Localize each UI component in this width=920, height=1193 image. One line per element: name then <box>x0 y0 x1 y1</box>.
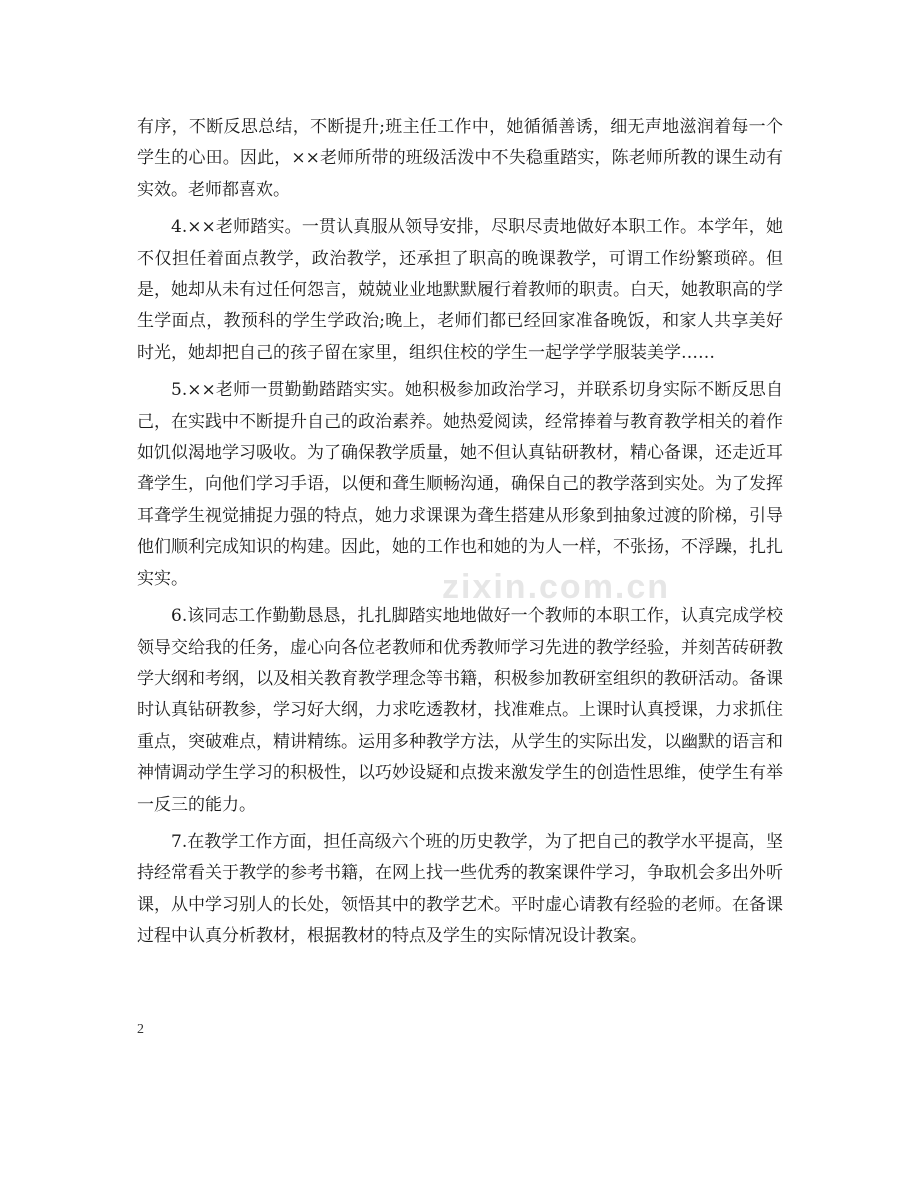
paragraph-item-7: 7.在教学工作方面，担任高级六个班的历史教学，为了把自己的教学水平提高，坚持经常看关于教学的参考书籍，在网上找一些优秀的教案课件学习，争取机会多出外听课，从中学习别人的长处，领悟其中的教学艺术。平时虚心请教有经验的老师。在备课过程中认真分析教材，根据教材的特点及学生的实际情况设计教案。 <box>137 831 783 947</box>
paragraph-item-4: 4.××老师踏实。一贯认真服从领导安排，尽职尽责地做好本职工作。本学年，她不仅担任着面点教学，政治教学，还承担了职高的晚课教学，可谓工作纷繁琐碎。但是，她却从未有过任何怨言，兢兢业业地默默履行着教师的职责。白天，她教职高的学生学面点，教预科的学生学政治;晚上，老师们都已经回家准备晚饭，和家人共享美好时光，她却把自己的孩子留在家里，组织住校的学生一起学学学服装美学…… <box>137 217 783 363</box>
document-body <box>137 112 783 959</box>
paragraph-continuation: 有序，不断反思总结，不断提升;班主任工作中，她循循善诱，细无声地滋润着每一个学生的心田。因此，××老师所带的班级活泼中不失稳重踏实，陈老师所教的课生动有实效。老师都喜欢。 <box>137 117 783 200</box>
page-number: 2 <box>137 1022 144 1037</box>
watermark: zixin.com.cn <box>442 568 671 606</box>
paragraph-item-5: 5.××老师一贯勤勤踏踏实实。她积极参加政治学习，并联系切身实际不断反思自己，在实践中不断提升自己的政治素养。她热爱阅读，经常捧着与教育教学相关的着作如饥似渴地学习吸收。为了确保教学质量，她不但认真钻研教材，精心备课，还走近耳聋学生，向他们学习手语，以便和聋生顺畅沟通，确保自己的教学落到实处。为了发挥耳聋学生视觉捕捉力强的特点，她力求课课为聋生搭建从形象到抽象过渡的阶梯，引导他们顺利完成知识的构建。因此，她的工作也和她的为人一样，不张扬，不浮躁，扎扎实实。 <box>137 380 783 589</box>
paragraph-item-6: 6.该同志工作勤勤恳恳，扎扎脚踏实地地做好一个教师的本职工作，认真完成学校领导交给我的任务，虚心向各位老教师和优秀教师学习先进的教学经验，并刻苦砖研教学大纲和考纲，以及相关教育教学理念等书籍，积极参加教研室组织的教研活动。备课时认真钻研教参，学习好大纲，力求吃透教材，找准难点。上课时认真授课，力求抓住重点，突破难点，精讲精练。运用多种教学方法，从学生的实际出发，以幽默的语言和神情调动学生学习的积极性，以巧妙设疑和点拨来激发学生的创造性思维，使学生有举一反三的能力。 <box>137 606 783 815</box>
